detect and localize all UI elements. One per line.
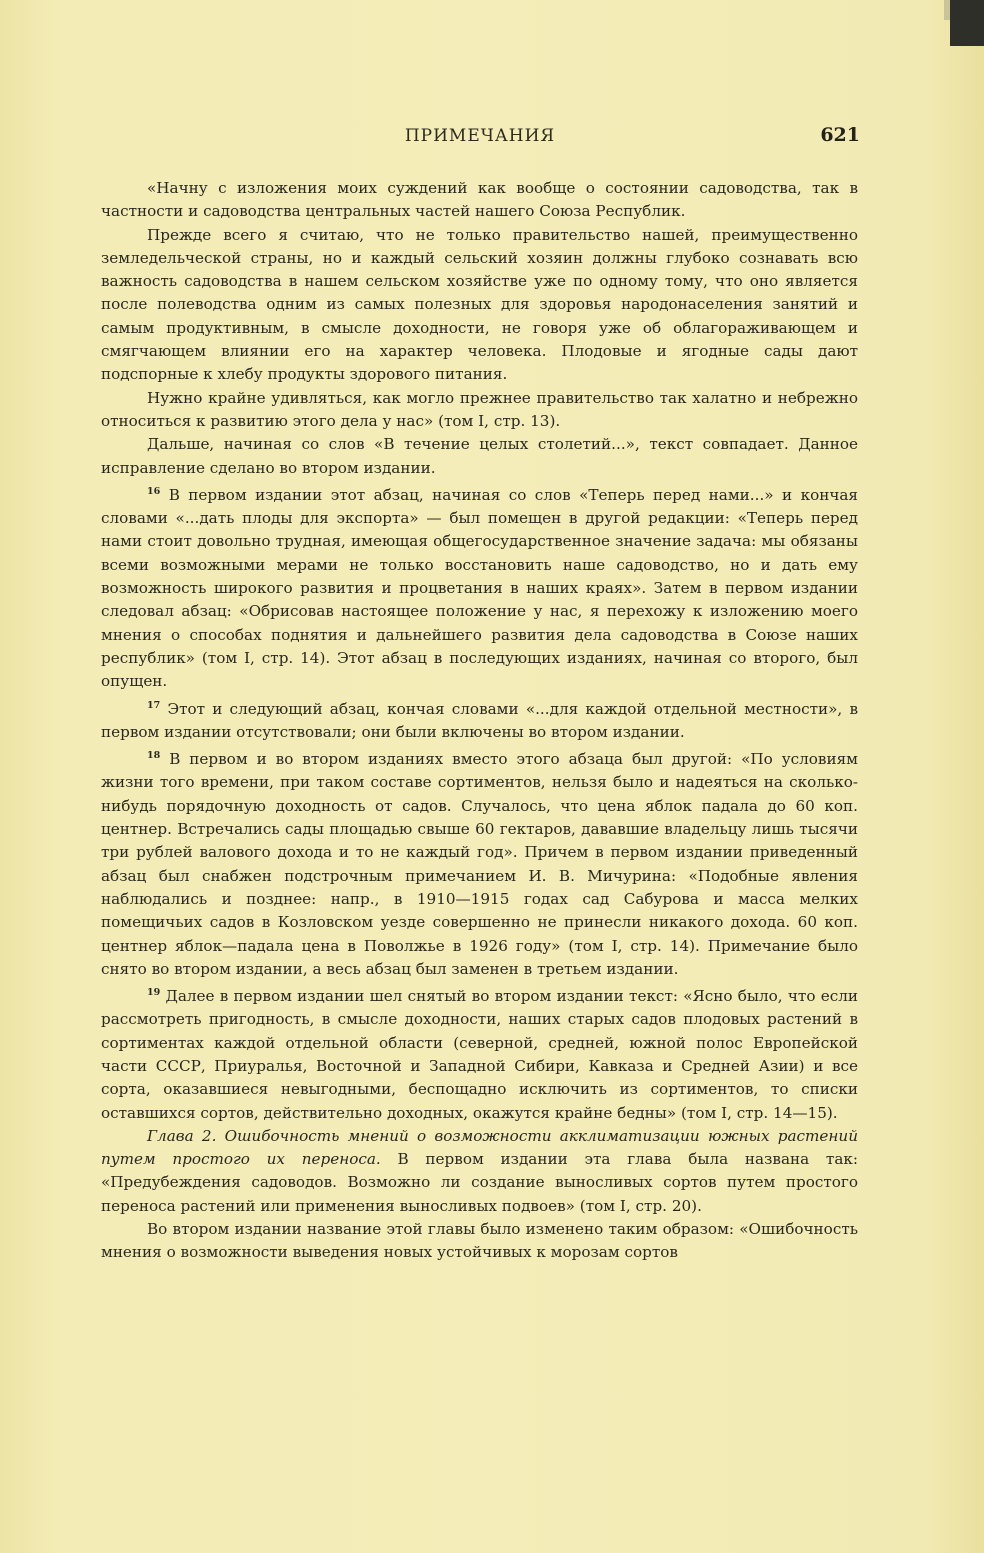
- paragraph-text: Нужно крайне удивляться, как могло прежнее правительство так халатно и небрежно относиться к развитию этого дела у нас» (том I, стр. 13).: [101, 388, 858, 430]
- chapter-paragraph: [101, 1125, 858, 1218]
- paragraph-text: «Начну с изложения моих суждений как вообще о состоянии садоводства, так в частности и садоводства центральных частей нашего Союза Республик.: [101, 179, 858, 221]
- paragraph-text: Этот и следующий абзац, кончая словами «...для каждой отдельной местности», в первом издании отсутствовали; они были включены во втором издании.: [101, 699, 859, 741]
- note-paragraph: [101, 744, 858, 981]
- paragraph-text: Дальше, начиная со слов «В течение целых столетий...», текст совпадает. Данное исправление сделано во втором издании.: [101, 435, 858, 477]
- note-paragraph: [101, 480, 858, 694]
- notes-body: [101, 177, 858, 1265]
- note-paragraph: [101, 981, 858, 1125]
- paragraph: [101, 177, 858, 224]
- note-number: 16: [147, 485, 161, 497]
- paragraph-text: В первом и во втором изданиях вместо этого абзаца был другой: «По условиям жизни того времени, при таком составе сортиментов, нельзя было и надеяться на сколько-нибудь порядочную доходность от садов. Случалось, что цена яблок падала до 60 коп. центнер. Встречались сады площадью свыше 60 гектаров, дававшие владельцу лишь тысячи три рублей валового дохода и то не каждый год». Причем в первом издании приведенный абзац был снабжен подстрочным примечанием И. В. Мичурина: «Подобные явления наблюдались и позднее: напр., в 1910—1915 годах сад Сабурова и масса мелких помещичьих садов в Козловском уезде совершенно не принесли никакого дохода. 60 коп. центнер яблок—падала цена в Поволжье в 1926 году» (том I, стр. 14). Примечание было снято во втором издании, а весь абзац был заменен в третьем издании.: [101, 750, 858, 978]
- page-header: [100, 126, 860, 152]
- chapter-title: Глава 2. Ошибочность мнений о возможности акклиматизации южных растений путем простого их переноса.: [101, 1126, 858, 1169]
- note-number: 18: [147, 750, 161, 762]
- note-paragraph: [101, 694, 858, 745]
- paragraph-text: В первом издании эта глава была названа так: «Предубеждения садоводов. Возможно ли создание выносливых сортов путем простого переноса растений или применения выносливых подвоев» (том I, стр. 20).: [101, 1150, 858, 1215]
- paragraph: [101, 1218, 858, 1265]
- paragraph-text: В первом издании этот абзац, начиная со слов «Теперь перед нами...» и кончая словами «...дать плоды для экспорта» — был помещен в другой редакции: «Теперь перед нами стоит довольно трудная, имеющая общегосударственное значение задача: мы обязаны всеми возможными мерами не только восстановить наше садоводство, но и дать ему возможность широкого развития и процветания в наших краях». Затем в первом издании следовал абзац: «Обрисовав настоящее положение у нас, я перехожу к изложению моего мнения о способах поднятия и дальнейшего развития дела садоводства в Союзе наших республик» (том I, стр. 14). Этот абзац в последующих изданиях, начиная со второго, был опущен.: [101, 485, 859, 691]
- note-number: 17: [147, 699, 161, 711]
- paragraph-text: Прежде всего я считаю, что не только правительство нашей, преимущественно земледельческой страны, но и каждый сельский хозяин должны глубоко сознавать всю важность садоводства в нашем сельском хозяйстве уже по одному тому, что оно является после полеводства одним из самых полезных для здоровья народонаселения занятий и самым продуктивным, в смысле доходности, не говоря уже об облагораживающем и смягчающем влиянии его на характер человека. Плодовые и ягодные сады дают подспорные к хлебу продукты здорового питания.: [101, 225, 858, 384]
- paragraph-text: Во втором издании название этой главы было изменено таким образом: «Ошибочность мнения о возможности выведения новых устойчивых к морозам сортов: [101, 1220, 858, 1262]
- running-title: ПРИМЕЧАНИЯ: [404, 126, 556, 146]
- note-number: 19: [147, 987, 161, 999]
- paragraph: [101, 224, 858, 387]
- paragraph-text: Далее в первом издании шел снятый во втором издании текст: «Ясно было, что если рассмотреть пригодность, в смысле доходности, наших старых садов плодовых растений в сортиментах каждой отдельной области (северной, средней, южной полос Европейской части СССР, Приуралья, Восточной и Западной Сибири, Кавказа и Средней Азии) и все сорта, оказавшиеся невыгодными, беспощадно исключить из сортиментов, то списки оставшихся сортов, действительно доходных, окажутся крайне бедны» (том I, стр. 14—15).: [101, 987, 858, 1122]
- scan-corner: [950, 0, 984, 46]
- paragraph: [101, 433, 858, 480]
- page-number: 621: [820, 124, 860, 146]
- paragraph: [101, 387, 858, 434]
